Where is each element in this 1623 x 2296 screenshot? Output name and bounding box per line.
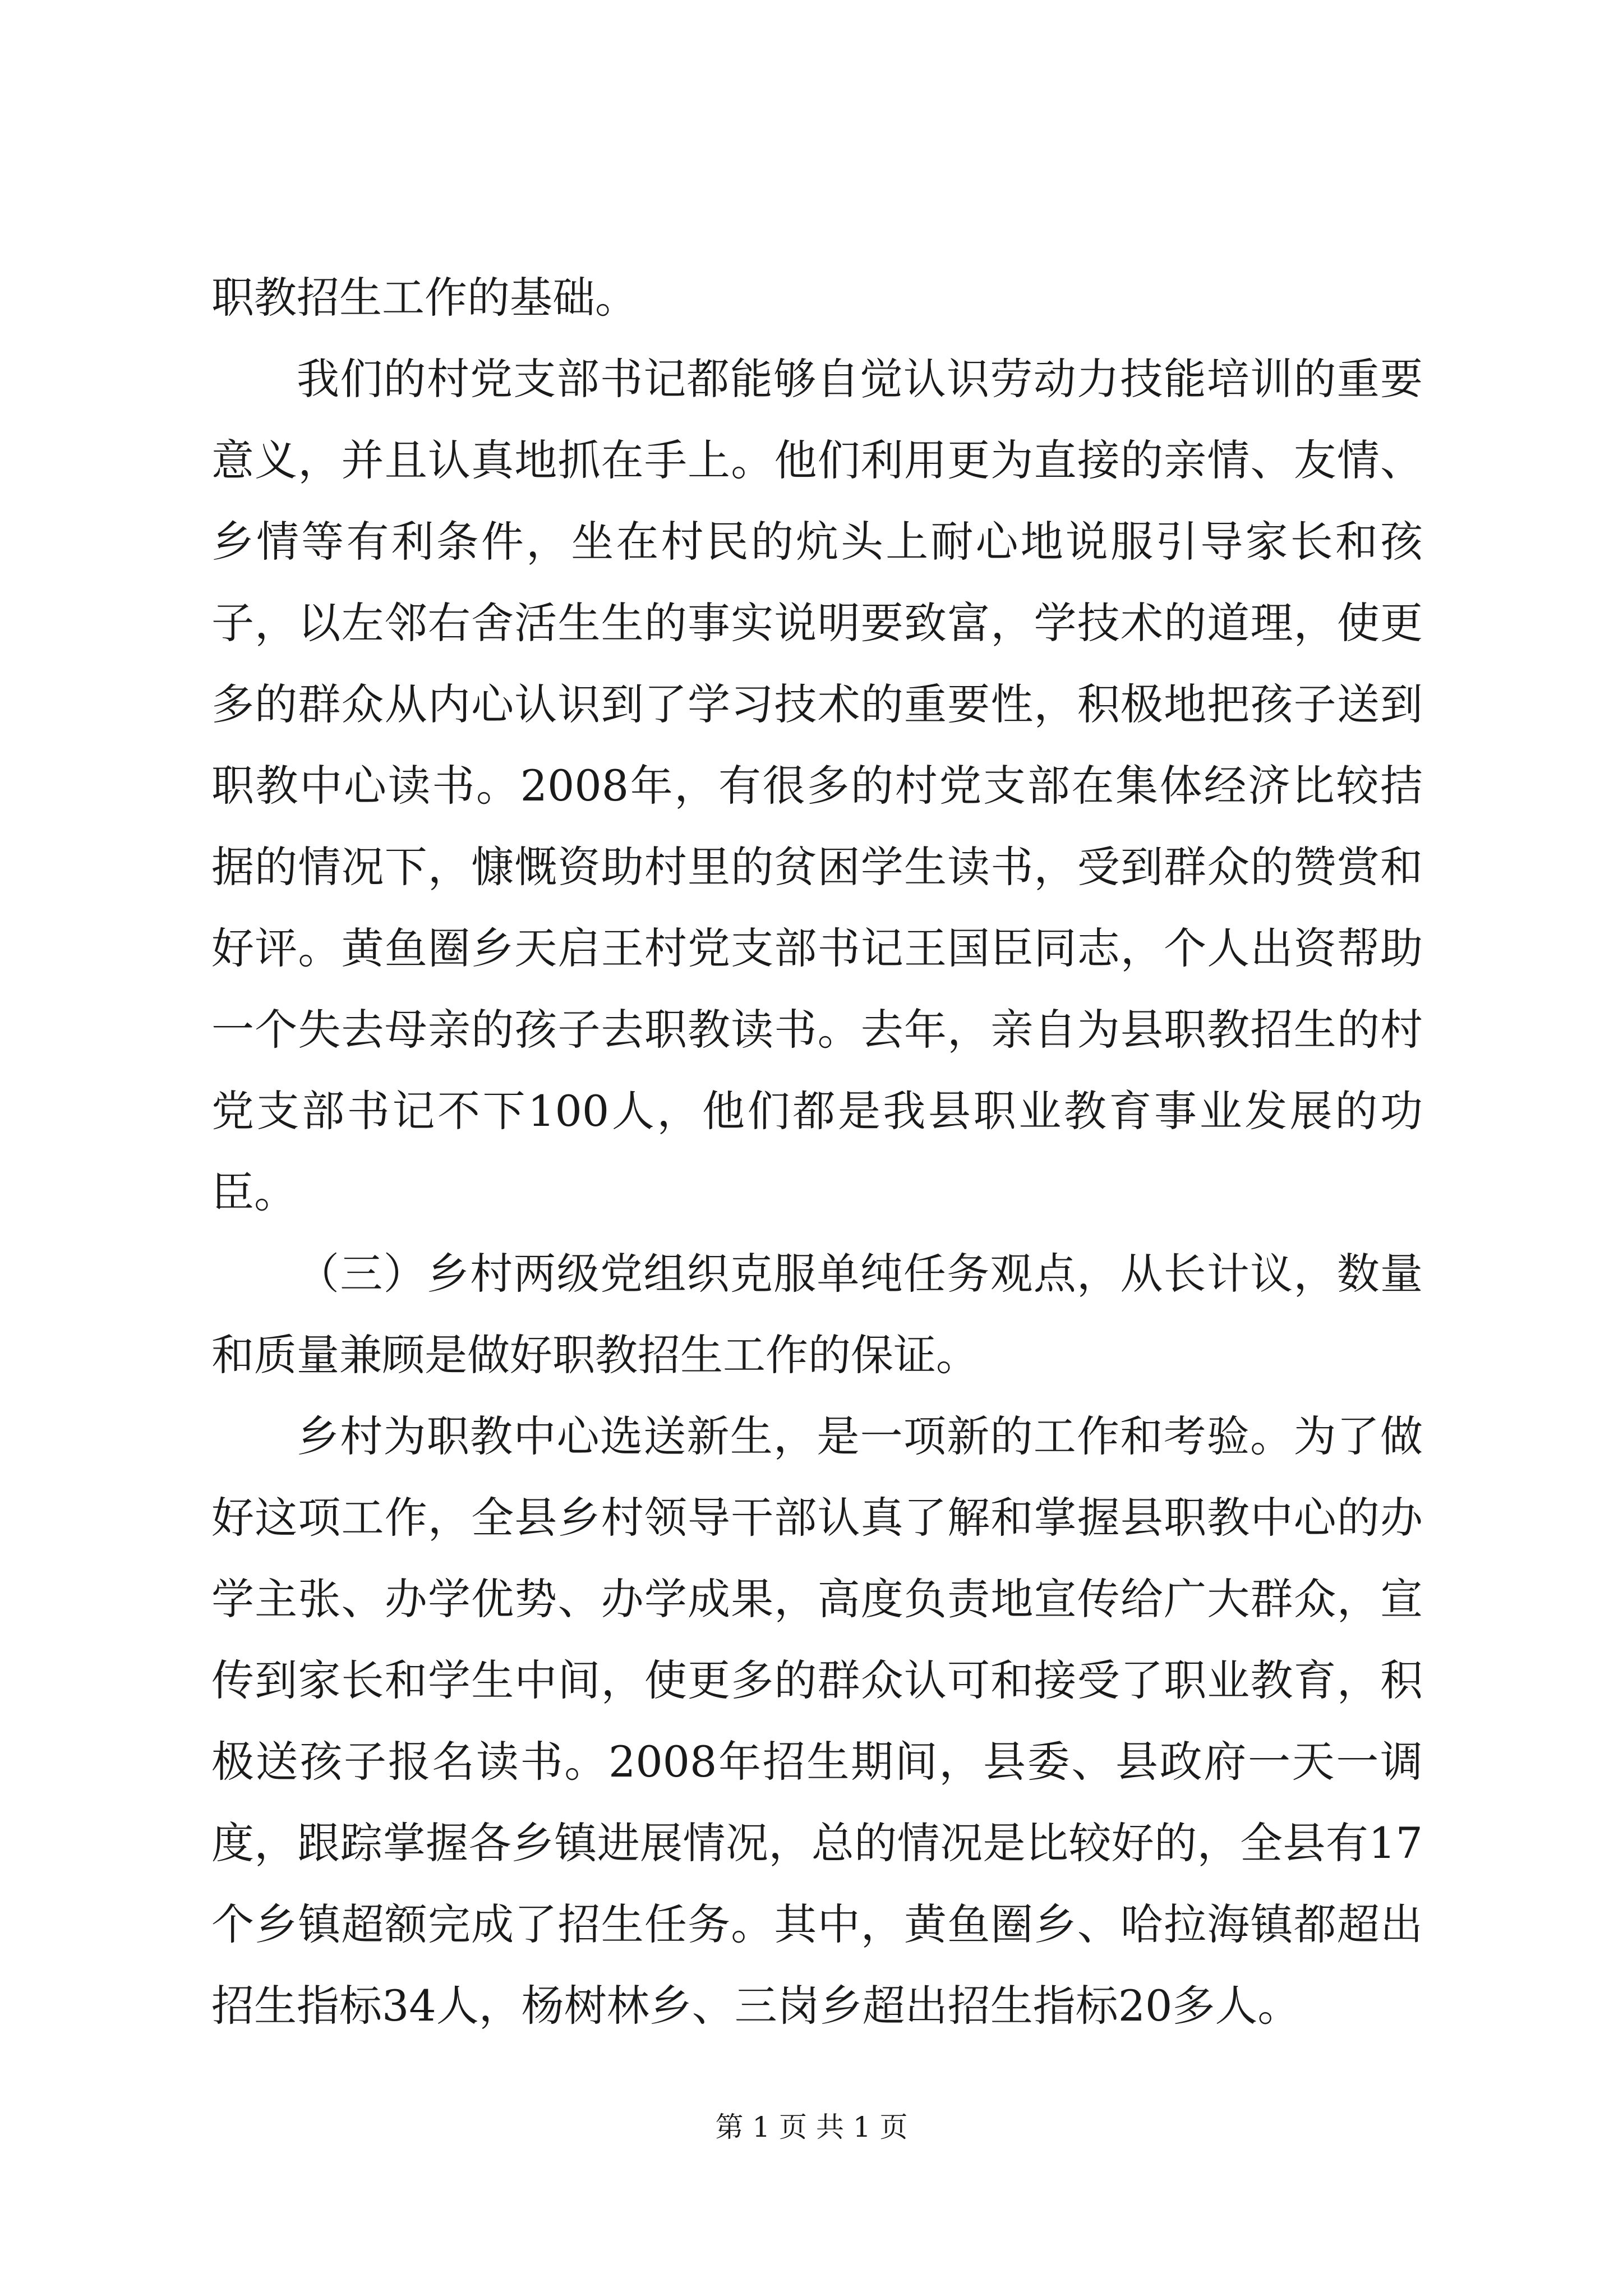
document-body	[211, 257, 1423, 2046]
paragraph-continuation: 职教招生工作的基础。	[211, 273, 638, 323]
paragraph-enrollment-results: 乡村为职教中心选送新生，是一项新的工作和考验。为了做好这项工作，全县乡村领导干部认真了解和掌握县职教中心的办学主张、办学优势、办学成果，高度负责地宣传给广大群众，宣传到家长和学生中间，使更多的群众认可和接受了职业教育，积极送孩子报名读书。2008年招生期间，县委、县政府一天一调度，跟踪掌握各乡镇进展情况，总的情况是比较好的，全县有17个乡镇超额完成了招生任务。其中，黄鱼圈乡、哈拉海镇都超出招生指标34人，杨树林乡、三岗乡超出招生指标20多人。	[211, 1411, 1423, 2031]
paragraph-section-heading-three: （三）乡村两级党组织克服单纯任务观点，从长计议，数量和质量兼顾是做好职教招生工作的保证。	[211, 1249, 1423, 1380]
paragraph-village-secretaries: 我们的村党支部书记都能够自觉认识劳动力技能培训的重要意义，并且认真地抓在手上。他们利用更为直接的亲情、友情、乡情等有利条件，坐在村民的炕头上耐心地说服引导家长和孩子，以左邻右舍活生生的事实说明要致富，学技术的道理，使更多的群众从内心认识到了学习技术的重要性，积极地把孩子送到职教中心读书。2008年，有很多的村党支部在集体经济比较拮据的情况下，慷慨资助村里的贫困学生读书，受到群众的赞赏和好评。黄鱼圈乡天启王村党支部书记王国臣同志，个人出资帮助一个失去母亲的孩子去职教读书。去年，亲自为县职教招生的村党支部书记不下100人，他们都是我县职业教育事业发展的功臣。	[211, 354, 1423, 1217]
page-footer: 第 1 页 共 1 页	[715, 2111, 908, 2143]
